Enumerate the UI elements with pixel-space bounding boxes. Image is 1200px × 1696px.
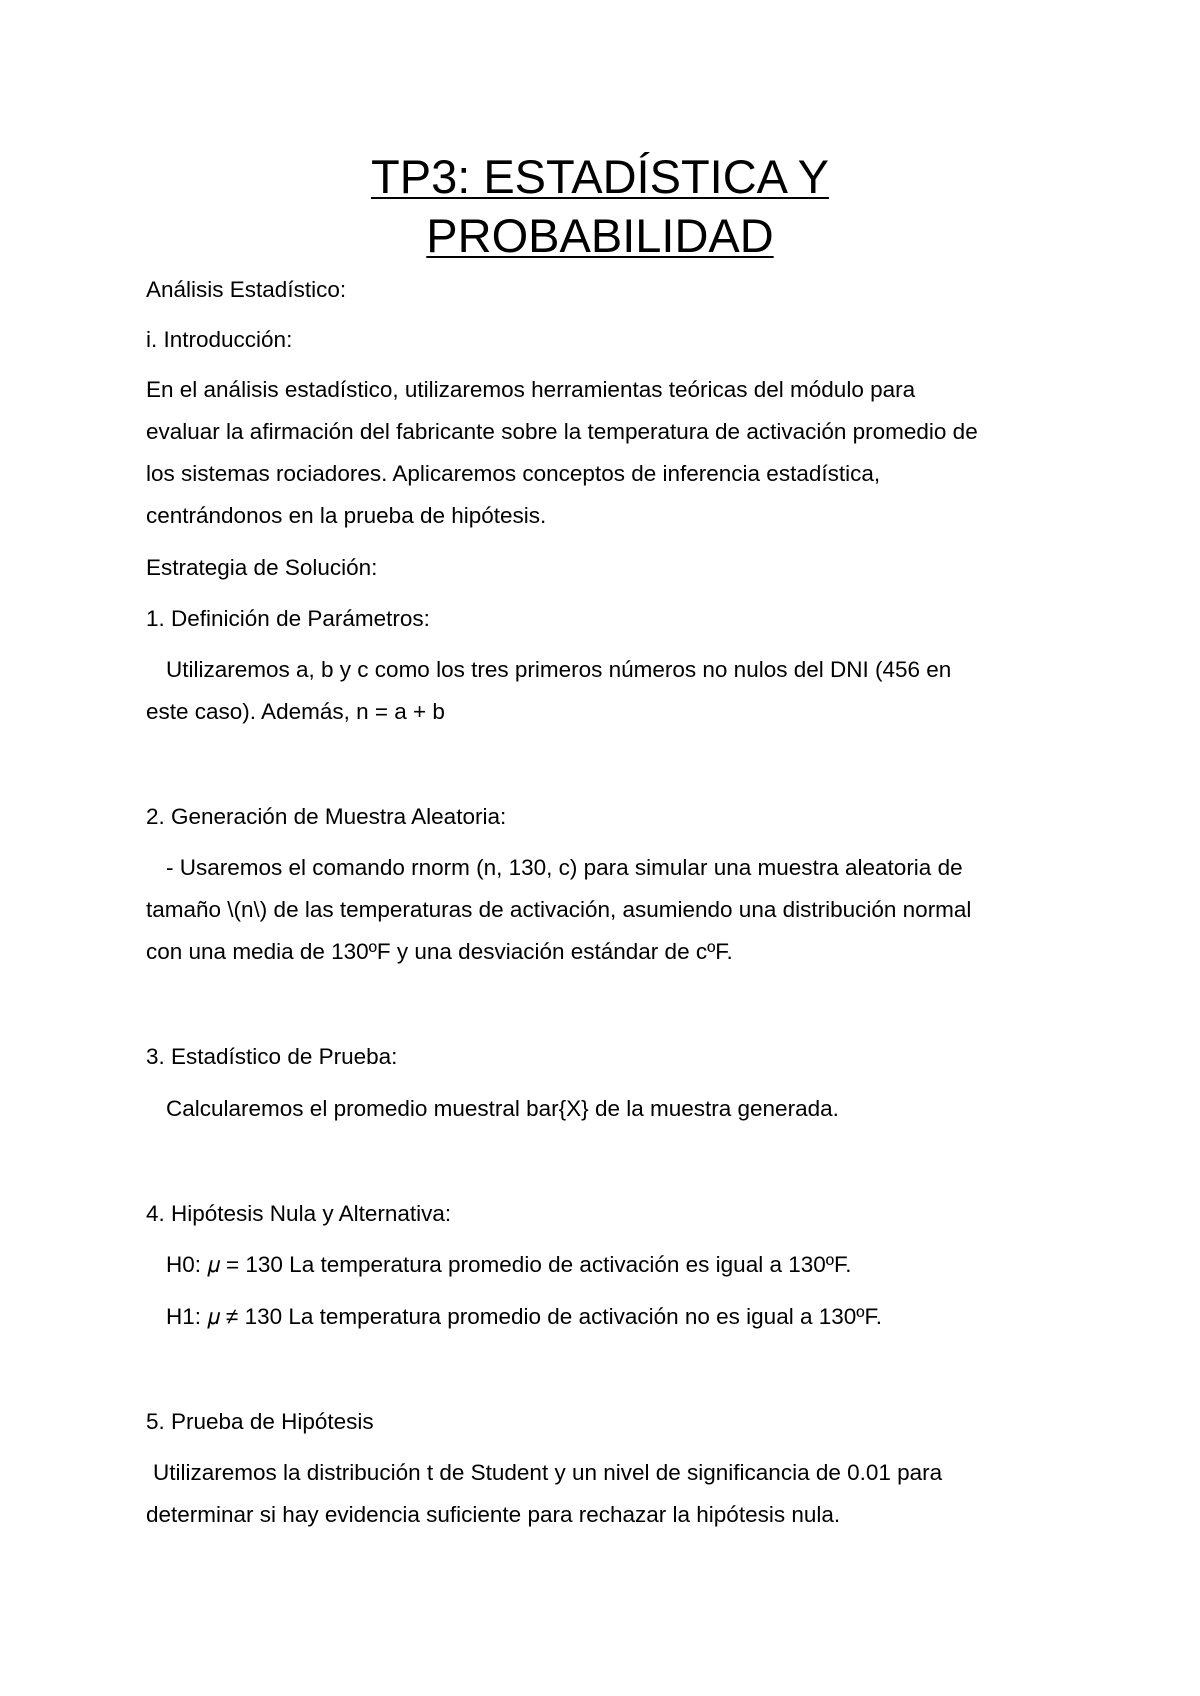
section-heading-estrategia: Estrategia de Solución: bbox=[146, 555, 378, 580]
step-2-text-line: - Usaremos el comando rnorm (n, 130, c) para simular una muestra aleatoria de bbox=[166, 855, 963, 880]
step-1-text-line: Utilizaremos a, b y c como los tres primeros números no nulos del DNI (456 en bbox=[166, 657, 952, 682]
step-2-heading: 2. Generación de Muestra Aleatoria: bbox=[146, 804, 507, 829]
step-1-heading: 1. Definición de Parámetros: bbox=[146, 606, 430, 631]
intro-paragraph-line: evaluar la afirmación del fabricante sobre la temperatura de activación promedio de bbox=[146, 419, 978, 444]
intro-paragraph-line: centrándonos en la prueba de hipótesis. bbox=[146, 503, 547, 528]
step-5-text-line: Utilizaremos la distribución t de Student y un nivel de significancia de 0.01 para bbox=[153, 1460, 943, 1485]
step-3-text-line: Calcularemos el promedio muestral bar{X} de la muestra generada. bbox=[166, 1096, 839, 1121]
intro-paragraph-line: los sistemas rociadores. Aplicaremos conceptos de inferencia estadística, bbox=[146, 461, 881, 486]
step-4-heading: 4. Hipótesis Nula y Alternativa: bbox=[146, 1201, 452, 1226]
intro-paragraph-line: En el análisis estadístico, utilizaremos herramientas teóricas del módulo para bbox=[146, 377, 916, 402]
section-heading-introduccion: i. Introducción: bbox=[146, 327, 293, 352]
section-heading-analisis: Análisis Estadístico: bbox=[146, 277, 347, 302]
hypothesis-null: H0: 𝜇 = 130 La temperatura promedio de activación es igual a 130ºF. bbox=[166, 1252, 852, 1277]
step-2-text-line: con una media de 130ºF y una desviación estándar de cºF. bbox=[146, 939, 733, 964]
title-line-2: PROBABILIDAD bbox=[426, 209, 774, 262]
hypothesis-alternative: H1: 𝜇 ≠ 130 La temperatura promedio de activación no es igual a 130ºF. bbox=[166, 1304, 882, 1329]
step-1-text-line: este caso). Además, n = a + b bbox=[146, 699, 445, 724]
step-3-heading: 3. Estadístico de Prueba: bbox=[146, 1044, 398, 1069]
step-5-heading: 5. Prueba de Hipótesis bbox=[146, 1409, 374, 1434]
step-5-text-line: determinar si hay evidencia suficiente para rechazar la hipótesis nula. bbox=[146, 1502, 841, 1527]
title-line-1: TP3: ESTADÍSTICA Y bbox=[371, 150, 829, 203]
step-2-text-line: tamaño \(n\) de las temperaturas de activación, asumiendo una distribución normal bbox=[146, 897, 972, 922]
